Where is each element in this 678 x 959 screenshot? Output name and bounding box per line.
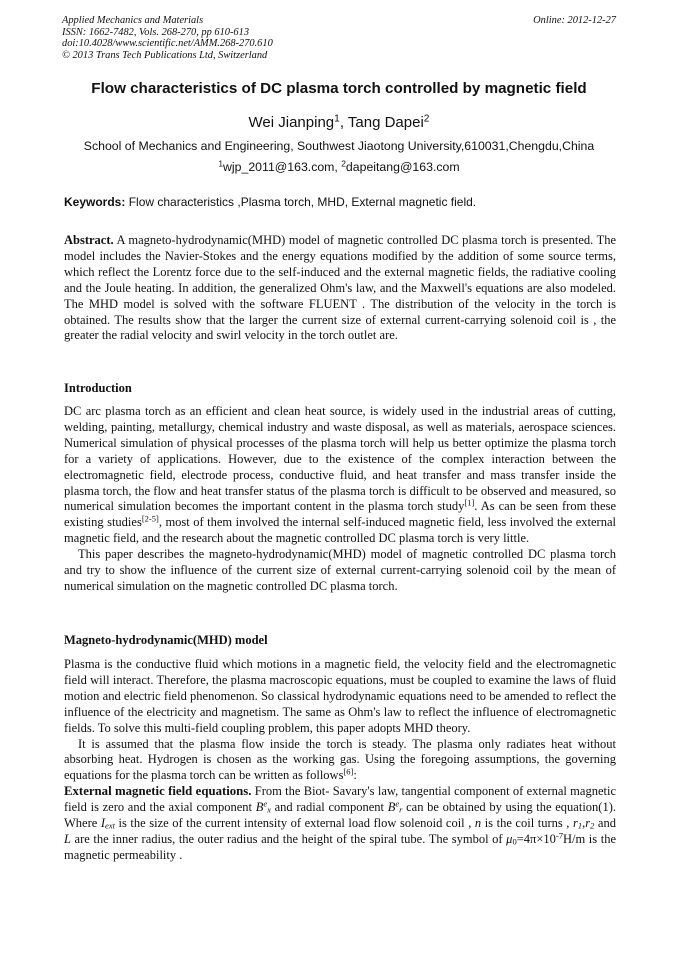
issn-line: ISSN: 1662-7482, Vols. 268-270, pp 610-613	[62, 26, 250, 38]
affiliation: School of Mechanics and Engineering, Southwest Jiaotong University,610031,Chengdu,China	[83, 139, 595, 153]
abstract-text: A magneto-hydrodynamic(MHD) model of magnetic controlled DC plasma torch is presented. The model includes the Navier-Stokes and the energy equations modified by the addition of some source terms, which reflect the Lorentz force due to the self-induced and the external magnetic fields, the radiative cooling and the Joule heating. In addition, the generalized Ohm's law, and the Maxwell's equations are also modeled. The MHD model is solved with the software FLUENT . The distribution of the velocity in the torch is obtained. The results show that the larger the current size of external current-carrying solenoid coil is , the greater the radial velocity and swirl velocity in the torch outlet are.	[64, 233, 616, 343]
symbol-iext	[101, 816, 115, 830]
mu-value: =4π×10	[516, 831, 556, 846]
intro-p1-text-c: , most of them involved the internal self-induced magnetic field, less involved the external magnetic field, and the research about the magnetic controlled DC plasma torch is very little.	[64, 515, 616, 546]
symbol-bx	[256, 800, 271, 814]
external-field-label: External magnetic field equations.	[64, 784, 252, 799]
ext-text-f: and	[594, 816, 616, 831]
ext-text-g: are the inner radius, the outer radius and the height of the spiral tube. The symbol of	[70, 831, 507, 846]
mhd-paragraph-2	[64, 737, 616, 785]
r2-sub: 2	[590, 820, 595, 831]
symbol-comma: ,	[582, 816, 586, 831]
r1-sub: 1	[577, 820, 583, 831]
ext-text-d: is the size of the current intensity of external load flow solenoid coil ,	[114, 816, 475, 831]
author-2: Tang Dapei	[347, 114, 424, 131]
abstract-label: Abstract.	[64, 233, 114, 247]
author-1-sup: 1	[334, 113, 340, 125]
ext-text-c: can be obtained by using the equation(1). Where	[64, 800, 616, 831]
doi-line: doi:10.4028/www.scientific.net/AMM.268-270.610	[62, 38, 273, 50]
mu-sub: 0	[512, 836, 517, 847]
mhd-p2-text-a: It is assumed that the plasma flow inside the torch is steady. The plasma only radiates heat without absorbing heat. Hydrogen is chosen as the working gas. Using the foregoing assumptions, the governing equations for the plasma torch can be written as follows	[64, 736, 616, 783]
journal-header	[62, 15, 616, 61]
bx-sup: e	[263, 798, 268, 809]
mhd-heading: Magneto-hydrodynamic(MHD) model	[64, 633, 268, 647]
author-line	[40, 114, 638, 131]
email-1-sup: 1	[218, 158, 224, 169]
email-2-sup: 2	[341, 158, 346, 169]
br-sup: e	[395, 798, 400, 809]
keywords	[64, 195, 616, 209]
iext-sub: ext	[105, 820, 115, 831]
introduction-paragraph-2: This paper describes the magneto-hydrodynamic(MHD) model of magnetic controlled DC plasma torch and try to show the influence of the current size of external current-carrying solenoid coil by the mean of numerical simulation on the magnetic controlled DC plasma torch.	[64, 547, 616, 593]
paper-title: Flow characteristics of DC plasma torch controlled by magnetic field	[91, 80, 587, 97]
mu-exponent: -7	[555, 830, 563, 841]
bx-base: B	[255, 800, 264, 815]
symbol-br	[388, 800, 403, 814]
r1-base: r	[573, 816, 578, 831]
intro-p1-text-a: DC arc plasma torch as an efficient and clean heat source, is widely used in the industrial areas of cutting, welding, painting, metallurgy, chemical industry and waste disposal, as well as materials, aerospace sciences. Numerical simulation of physical processes of the plasma torch will help us better optimize the plasma torch for a variety of applications. However, due to the existence of the complex interaction between the electromagnetic field, electrode process, conductive fluid, and heat transfer and mass transfer inside the plasma torch, the flow and heat transfer status of the plasma torch is difficult to be observed and measured, so numerical simulation becomes the important content in the plasma torch study	[64, 404, 616, 514]
online-date: Online: 2012-12-27	[533, 15, 616, 26]
ext-text-a: From the Biot- Savary's law, tangential component of external magnetic field is zero and the axial component	[64, 784, 616, 815]
email-2: dapeitang@163.com	[345, 160, 460, 174]
bx-sub: x	[267, 804, 271, 815]
external-field-paragraph	[64, 784, 616, 864]
intro-p1-text-b: . As can be seen from these existing studies	[64, 499, 616, 530]
mhd-paragraph-1: Plasma is the conductive fluid which motions in a magnetic field, the velocity field and the electromagnetic field will interact. Therefore, the plasma macroscopic equations, must be coupled to examine the laws of fluid motion and electric field phenomenon. So classical hydrodynamic equations need to be amended to reflect the influence of the electricity and magnetism. The same as Ohm's law to reflect the influence of electromagnetic fields. To solve this multi-field coupling problem, this paper adopts MHD theory.	[64, 657, 616, 735]
author-2-sup: 2	[423, 113, 430, 125]
br-sub: r	[399, 804, 403, 815]
ext-text-h: H/m is the magnetic permeability .	[64, 831, 616, 862]
symbol-mu0	[506, 832, 563, 846]
abstract	[64, 233, 616, 344]
introduction-heading: Introduction	[64, 381, 132, 395]
symbol-r2	[585, 816, 594, 830]
r2-base: r	[585, 816, 591, 831]
introduction-body	[64, 404, 616, 595]
introduction-paragraph-1	[64, 404, 616, 547]
email-line	[40, 160, 638, 174]
keywords-label: Keywords:	[64, 195, 126, 209]
citation-6[interactable]: [6]	[343, 766, 354, 777]
author-1: Wei Jianping	[248, 114, 335, 131]
mhd-p2-text-b: :	[353, 768, 357, 783]
author-separator: ,	[339, 114, 348, 131]
citation-2-5[interactable]: [2-5]	[141, 513, 159, 524]
mhd-body	[64, 657, 616, 864]
br-base: B	[387, 800, 396, 815]
ext-text-b: and radial component	[270, 800, 388, 815]
mu-base: μ	[506, 831, 513, 846]
symbol-n: n	[474, 816, 482, 831]
symbol-r1	[573, 816, 582, 830]
symbol-l: L	[64, 831, 71, 846]
journal-name: Applied Mechanics and Materials	[62, 15, 204, 26]
email-1: wjp_2011@163.com,	[223, 160, 342, 174]
keywords-text: Flow characteristics ,Plasma torch, MHD, External magnetic field.	[125, 195, 477, 209]
ext-text-e: is the coil turns ,	[481, 816, 573, 831]
copyright-line: © 2013 Trans Tech Publications Ltd, Switzerland	[62, 49, 268, 61]
iext-base: I	[100, 816, 106, 831]
citation-1[interactable]: [1]	[464, 497, 475, 508]
